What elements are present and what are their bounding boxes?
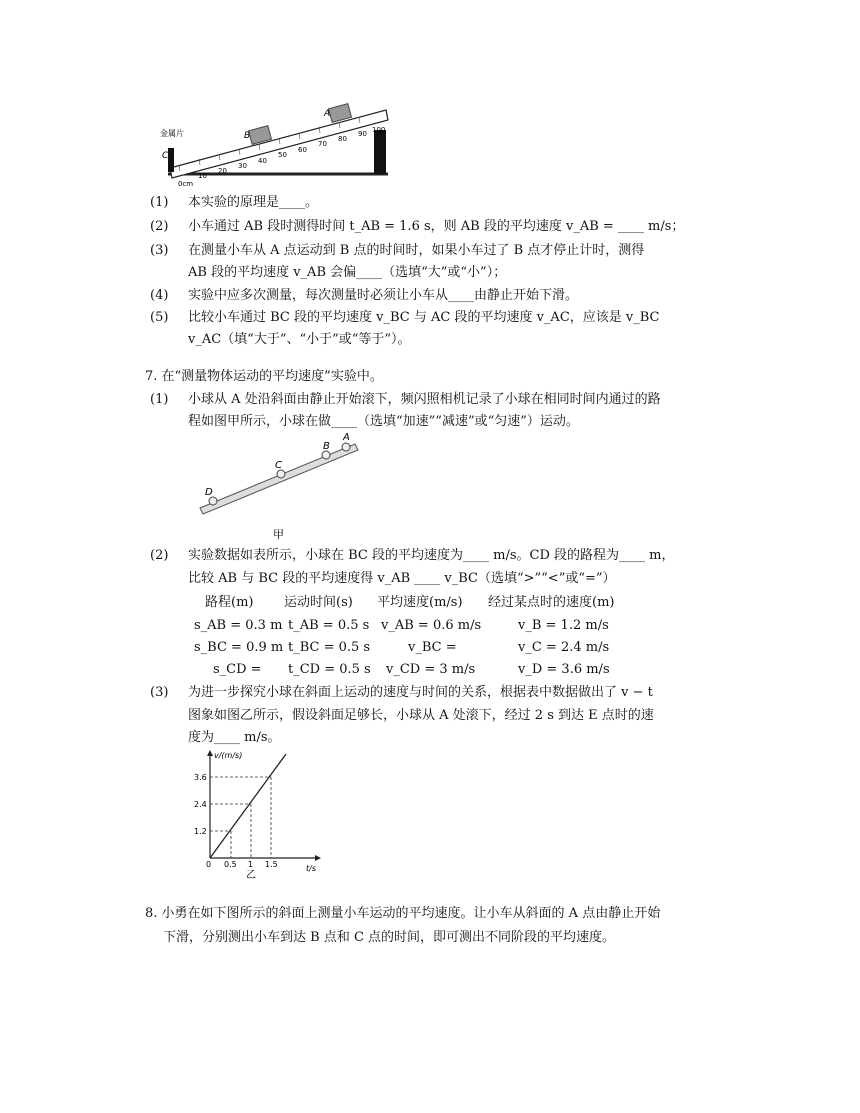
q6-item1-number: (1) <box>150 195 169 210</box>
incline-ruler-figure <box>160 100 400 192</box>
q7-item2-text2: 比较 AB 与 BC 段的平均速度得 v_AB ____ v_BC（选填“>”“<”或“=”） <box>188 571 616 586</box>
q7-item3-text: 为进一步探究小球在斜面上运动的速度与时间的关系，根据表中数据做出了 v − t <box>188 685 653 700</box>
ball-a <box>342 443 350 451</box>
label-b: B <box>323 441 330 452</box>
ruler-label-90: 90 <box>358 130 367 138</box>
q7-item2-text: 实验数据如表所示，小球在 BC 段的平均速度为____ m/s。CD 段的路程为____ m， <box>188 548 675 563</box>
table-header-point-speed: 经过某点时的速度(m) <box>488 595 615 610</box>
q8-text: 8. 小勇在如下图所示的斜面上测量小车运动的平均速度。让小车从斜面的 A 点由静止开始 <box>145 906 661 921</box>
xtick-1: 1 <box>248 860 254 869</box>
ytick-2-4: 2.4 <box>194 800 207 809</box>
table-header-distance: 路程(m) <box>205 595 254 610</box>
ruler-label-20: 20 <box>218 167 227 175</box>
table-cell: v_AB = 0.6 m/s <box>381 618 482 633</box>
metal-plate <box>168 148 174 172</box>
label-d: D <box>205 487 213 498</box>
table-cell: s_BC = 0.9 m <box>194 640 284 655</box>
ruler-label-50: 50 <box>278 151 287 159</box>
q6-item4-number: (4) <box>150 288 169 303</box>
q7-item3-number: (3) <box>150 685 169 700</box>
q8-text2: 下滑，分别测出小车到达 B 点和 C 点的时间，即可测出不同阶段的平均速度。 <box>163 930 616 945</box>
point-c-label: C <box>162 151 169 161</box>
q6-item4-text: 实验中应多次测量，每次测量时必须让小车从____由静止开始下滑。 <box>188 288 579 303</box>
q6-item2-text: 小车通过 AB 段时测得时间 t_AB = 1.6 s，则 AB 段的平均速度 v_AB = ____ m/s； <box>188 219 685 234</box>
caption-yi: 乙 <box>246 870 256 880</box>
table-cell: t_AB = 0.5 s <box>288 618 370 633</box>
ylabel: v/(m/s) <box>214 751 243 760</box>
q6-item5-text: 比较小车通过 BC 段的平均速度 v_BC 与 AC 段的平均速度 v_AC，应该是 v_BC <box>188 310 660 325</box>
xtick-0: 0 <box>206 860 212 869</box>
xtick-1-5: 1.5 <box>265 860 278 869</box>
table-cell: v_B = 1.2 m/s <box>518 618 609 633</box>
table-cell: v_C = 2.4 m/s <box>518 640 610 655</box>
q7-item1-text: 小球从 A 处沿斜面由静止开始滚下，频闪照相机记录了小球在相同时间内通过的路 <box>188 392 661 407</box>
table-cell: s_CD = <box>213 662 262 677</box>
xlabel: t/s <box>306 864 316 873</box>
metal-label: 金属片 <box>160 129 184 138</box>
q7-title: 7. 在“测量物体运动的平均速度”实验中。 <box>145 369 383 384</box>
q6-item5-text2: v_AC（填“大于”、“小于”或“等于”）。 <box>188 332 411 347</box>
ruler-label-60: 60 <box>298 146 307 154</box>
q7-item3-text2: 图象如图乙所示，假设斜面足够长，小球从 A 处滚下，经过 2 s 到达 E 点时的速 <box>188 708 654 723</box>
ruler-label-10: 10 <box>198 172 207 180</box>
xtick-0-5: 0.5 <box>224 860 237 869</box>
q7-item1-text2: 程如图甲所示，小球在做____（选填“加速”“减速”或“匀速”）运动。 <box>188 414 579 429</box>
table-header-time: 运动时间(s) <box>284 595 353 610</box>
ball-b <box>322 451 330 459</box>
q6-item3-text2: AB 段的平均速度 v_AB 会偏____（选填“大”或“小”）； <box>188 265 507 280</box>
q7-item1-number: (1) <box>150 392 169 407</box>
ruler-label-80: 80 <box>338 135 347 143</box>
table-cell: t_BC = 0.5 s <box>288 640 371 655</box>
table-cell: v_D = 3.6 m/s <box>518 662 610 677</box>
table-cell: t_CD = 0.5 s <box>288 662 371 677</box>
point-b-label: B <box>244 131 251 141</box>
q7-item2-number: (2) <box>150 548 169 563</box>
ruler-label-0: 0cm <box>178 180 194 188</box>
label-a: A <box>343 432 350 443</box>
ball-c <box>277 470 285 478</box>
vt-line <box>210 754 286 858</box>
table-cell: v_BC = <box>408 640 457 655</box>
point-a-label: A <box>324 109 331 119</box>
q6-item5-number: (5) <box>150 310 169 325</box>
ball-d <box>209 497 217 505</box>
table-cell: s_AB = 0.3 m <box>194 618 283 633</box>
q6-item2-number: (2) <box>150 219 169 234</box>
figure-yi-vt-graph <box>190 750 330 880</box>
ruler-label-40: 40 <box>258 157 267 165</box>
ruler-label-100: 100 <box>372 126 386 134</box>
table-header-avg-speed: 平均速度(m/s) <box>377 595 463 610</box>
caption-jia: 甲 <box>273 528 284 541</box>
ytick-1-2: 1.2 <box>194 827 207 836</box>
ruler-label-70: 70 <box>318 140 327 148</box>
figure-jia <box>195 430 365 542</box>
ruler-label-30: 30 <box>238 162 247 170</box>
table-cell: v_CD = 3 m/s <box>386 662 476 677</box>
q6-item3-text: 在测量小车从 A 点运动到 B 点的时间时，如果小车过了 B 点才停止计时，测得 <box>188 243 645 258</box>
q6-item1-text: 本实验的原理是____。 <box>188 195 319 210</box>
q7-item3-text3: 度为____ m/s。 <box>188 730 281 745</box>
label-c: C <box>275 460 282 471</box>
ytick-3-6: 3.6 <box>194 773 207 782</box>
q6-item3-number: (3) <box>150 243 169 258</box>
